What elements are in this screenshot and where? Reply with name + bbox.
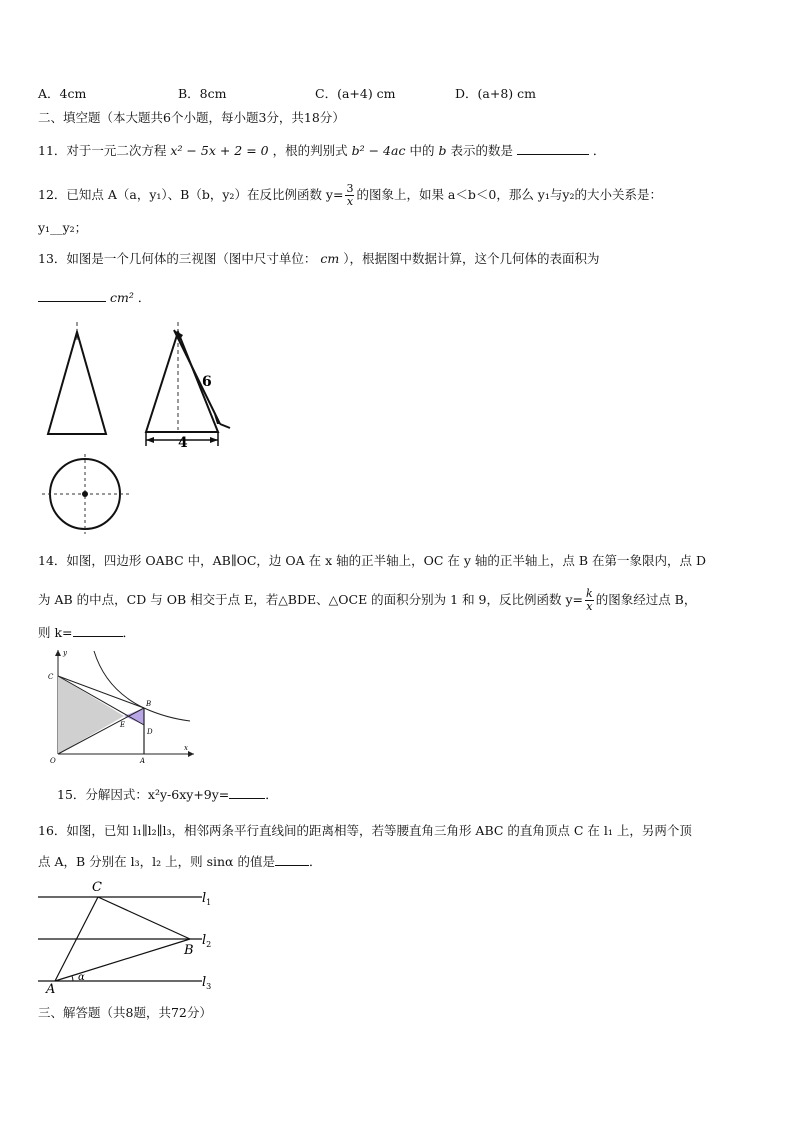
label-l1: $l_1$ xyxy=(202,891,212,907)
q16-end: ． xyxy=(308,854,322,869)
q12-denominator: x xyxy=(346,195,354,208)
segment-ab xyxy=(55,939,190,981)
q14-line2-post: 的图象经过点 B， xyxy=(595,592,697,607)
y-axis-label: y xyxy=(63,649,67,657)
question-14-line1: 14．如图，四边形 OABC 中，AB∥OC，边 OA 在 x 轴的正半轴上，OC 在 y 轴的正半轴上，点 B 在第一象限内，点 D xyxy=(38,553,707,568)
question-12 xyxy=(38,183,662,208)
q14-end: ． xyxy=(122,625,136,640)
front-view-triangle xyxy=(48,332,106,434)
label-c: C xyxy=(48,673,54,681)
label-b: B xyxy=(146,700,152,708)
question-16-line2 xyxy=(38,854,322,870)
q11-post: 表示的数是 xyxy=(450,143,513,158)
q16-line2: 点 A，B 分别在 l₃，l₂ 上，则 sinα 的值是 xyxy=(38,854,275,869)
label-l3: $l_3$ xyxy=(202,975,212,991)
question-11 xyxy=(38,143,605,159)
q14-figure xyxy=(44,648,204,768)
q11-discriminant: b² − 4ac xyxy=(351,143,406,158)
question-14-line2 xyxy=(38,588,696,613)
q11-mid: ，根的判别式 xyxy=(272,143,348,158)
question-15 xyxy=(57,787,278,803)
q14-numerator: k xyxy=(586,587,593,600)
option-a: A．4cm xyxy=(38,86,87,101)
option-d: D．(a+8) cm xyxy=(455,86,536,101)
label-a: A xyxy=(46,982,56,997)
q16-answer-blank[interactable] xyxy=(275,865,309,866)
section-3-heading: 三、解答题（共8题，共72分） xyxy=(38,1005,212,1020)
q12-pre: 12．已知点 A（a，y₁）、B（b，y₂）在反比例函数 y= xyxy=(38,187,344,202)
q11-pre: 11．对于一元二次方程 xyxy=(38,143,167,158)
q14-line3: 则 k= xyxy=(38,625,73,640)
q11-equation: x² − 5x + 2 = 0 xyxy=(170,143,269,158)
label-o: O xyxy=(50,757,56,765)
question-16-line1: 16．如图，已知 l₁∥l₂∥l₃，相邻两条平行直线间的距离相等，若等腰直角三角形 ABC 的直角顶点 C 在 l₁ 上，另两个顶 xyxy=(38,823,692,838)
q13-unit2: cm² xyxy=(109,290,134,305)
q12-line2: y₁__y₂； xyxy=(38,220,88,235)
segment-cb xyxy=(98,897,190,939)
q11-mid2: 中的 xyxy=(409,143,435,158)
width-arrow-right xyxy=(210,437,218,443)
width-arrow-left xyxy=(146,437,154,443)
q12-numerator: 3 xyxy=(346,182,354,195)
q11-b: b xyxy=(438,143,447,158)
top-view-center xyxy=(82,491,88,497)
slant-dimension-line xyxy=(174,330,220,424)
q12-fraction xyxy=(345,183,354,208)
q15-text: 15．分解因式：x²y-6xy+9y= xyxy=(57,787,230,802)
q14-denominator: x xyxy=(586,600,593,613)
x-axis-label: x xyxy=(184,744,188,752)
label-a: A xyxy=(140,757,146,765)
label-e: E xyxy=(120,721,126,729)
q15-answer-blank[interactable] xyxy=(229,798,265,799)
option-c: C．(a+4) cm xyxy=(315,86,396,101)
q13-unit: cm xyxy=(320,251,340,266)
angle-alpha-arc xyxy=(72,976,73,981)
q11-answer-blank[interactable] xyxy=(517,154,589,155)
label-l2: $l_2$ xyxy=(202,933,212,949)
question-14-line3 xyxy=(38,625,135,641)
x-axis-arrow xyxy=(188,751,194,757)
q13-end: ． xyxy=(137,290,151,305)
three-view-figure xyxy=(38,320,298,545)
label-4: 4 xyxy=(178,435,188,451)
y-axis-arrow xyxy=(55,650,61,656)
q14-answer-blank[interactable] xyxy=(73,636,123,637)
q16-figure xyxy=(36,880,226,995)
triangle-oce-shaded xyxy=(58,676,124,754)
q13-answer-line xyxy=(38,290,150,306)
section-2-heading: 二、填空题（本大题共6个小题，每小题3分，共18分） xyxy=(38,110,345,125)
label-6: 6 xyxy=(202,374,212,390)
label-c: C xyxy=(92,880,102,895)
q13-text2: ），根据图中数据计算，这个几何体的表面积为 xyxy=(343,251,600,266)
question-13 xyxy=(38,251,600,267)
q13-answer-blank[interactable] xyxy=(38,301,106,302)
q14-fraction xyxy=(585,588,594,613)
slant-tick xyxy=(220,424,230,428)
q12-post: 的图象上，如果 a＜b＜0，那么 y₁与y₂的大小关系是： xyxy=(356,187,662,202)
q15-end: ． xyxy=(265,787,278,802)
q11-end: ． xyxy=(592,143,606,158)
label-b: B xyxy=(184,943,194,958)
label-d: D xyxy=(147,728,153,736)
triangle-bde-shaded xyxy=(124,708,144,725)
label-alpha: α xyxy=(78,972,85,983)
q13-text: 13．如图是一个几何体的三视图（图中尺寸单位： xyxy=(38,251,317,266)
q14-line2-pre: 为 AB 的中点，CD 与 OB 相交于点 E，若△BDE、△OCE 的面积分别为 1 和 9，反比例函数 y= xyxy=(38,592,584,607)
option-b: B．8cm xyxy=(178,86,227,101)
